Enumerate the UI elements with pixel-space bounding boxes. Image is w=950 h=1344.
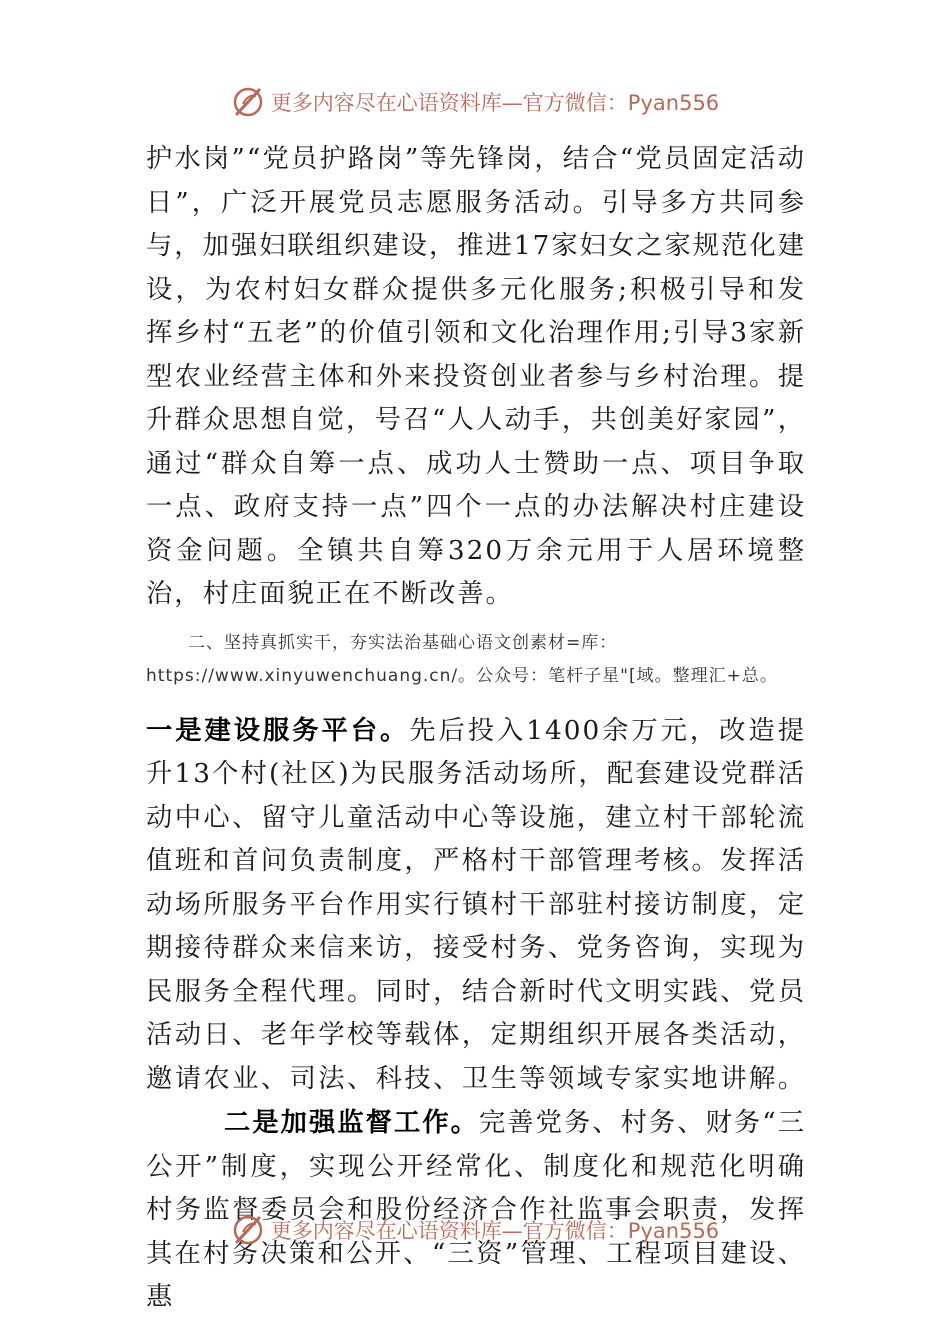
document-body [146,138,806,1320]
section-note-text: 二、坚持真抓实干，夯实法治基础心语文创素材=库：https://www.xinyuwenchuang.cn/。公众号：笔杆子星"[域。整理汇+总。 [146,632,778,686]
footer-banner-text: 更多内容尽在心语资料库—官方微信：Pyan556 [270,1219,720,1243]
paragraph-2-body-1: 先后投入1400余万元，改造提升13个村(社区)为民服务活动场所，配套建设党群活动中心、留守儿童活动中心等设施，建立村干部轮流值班和首问负责制度，严格村干部管理考核。发挥活动场所服务平台作用实行镇村干部驻村接访制度，定期接待群众来信来访，接受村务、党务咨询，实现为民服务全程代理。同时，结合新时代文明实践、党员活动日、老年学校等载体，定期组织开展各类活动，邀请农业、司法、科技、卫生等领域专家实地讲解。 [146,715,806,1094]
pen-logo-icon [231,1212,267,1248]
pen-logo-icon [231,84,267,120]
section-note [146,627,806,693]
paragraph-2-body-2: 完善党务、村务、财务“三公开”制度，实现公开经常化、制度化和规范化明确村务监督委员会和股份经济合作社监事会职责，发挥其在村务决策和公开、“三资”管理、工程项目建设、惠 [146,1108,806,1312]
header-banner-text: 更多内容尽在心语资料库—官方微信：Pyan556 [270,91,720,115]
header-watermark-banner [0,82,950,122]
lead-heading-2: 二是加强监督工作。 [224,1107,479,1138]
lead-heading-1: 一是建设服务平台。 [146,714,410,746]
footer-watermark-banner [0,1210,950,1250]
paragraph-1: 护水岗”“党员护路岗”等先锋岗，结合“党员固定活动日”，广泛开展党员志愿服务活动。引导多方共同参与，加强妇联组织建设，推进17家妇女之家规范化建设，为农村妇女群众提供多元化服务;积极引导和发挥乡村“五老”的价值引领和文化治理作用;引导3家新型农业经营主体和外来投资创业者参与乡村治理。提升群众思想自觉，号召“人人动手，共创美好家园”，通过“群众自筹一点、成功人士赞助一点、项目争取一点、政府支持一点”四个一点的办法解决村庄建设资金问题。全镇共自筹320万余元用于人居环境整治，村庄面貌正在不断改善。 [146,144,806,609]
